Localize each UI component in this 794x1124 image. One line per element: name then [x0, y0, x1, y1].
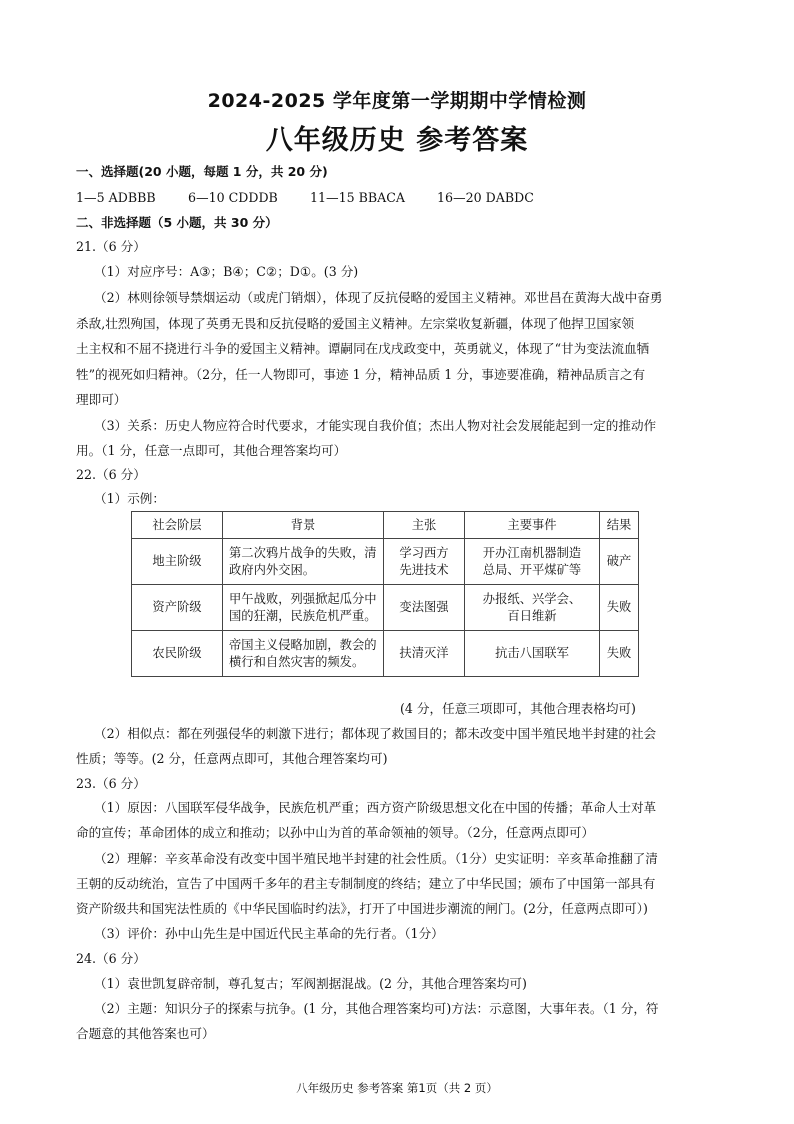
section1-heading: 一、选择题(20 小题，每题 1 分，共 20 分) — [76, 164, 328, 179]
background-line: 帝国主义侵略加剧，教会的 — [229, 637, 377, 652]
q23-number: 23.（6 分） — [76, 776, 146, 791]
q21-part2-line1: （2）林则徐领导禁烟运动（或虎门销烟），体现了反抗侵略的爱国主义精神。邓世昌在黄海大战中奋勇 — [94, 290, 663, 305]
q23-part1-line1: （1）原因：八国联军侵华战争，民族危机严重；西方资产阶级思想文化在中国的传播；革命人士对革 — [94, 800, 657, 815]
q21-number: 21.（6 分） — [76, 239, 146, 254]
q21-part1: （1）对应序号：A③；B④；C②；D①。(3 分) — [94, 264, 359, 279]
social-class-table — [131, 511, 639, 677]
table-cell-event — [465, 585, 600, 631]
table-header-row — [132, 512, 639, 539]
background-line: 横行和自然灾害的频发。 — [229, 654, 365, 669]
mc-answers-1: 1—5 ADBBB — [76, 190, 156, 205]
exam-title: 2024-2025 学年度第一学期期中学情检测 — [207, 90, 587, 112]
table-header: 背景 — [223, 512, 384, 539]
q23-part3: （3）评价：孙中山先生是中国近代民主革命的先行者。（1分） — [94, 926, 444, 941]
table-row — [132, 585, 639, 631]
table-cell-background — [223, 631, 384, 677]
table-row — [132, 631, 639, 677]
q23-part2-line3: 资产阶级共和国宪法性质的《中华民国临时约法》，打开了中国进步潮流的闸门。(2分，任意两点即可）) — [76, 901, 648, 916]
background-line: 第二次鸦片战争的失败，清 — [229, 545, 377, 560]
table-cell-event — [465, 539, 600, 585]
q23-part1-line2: 命的宣传；革命团体的成立和推动；以孙中山为首的革命领袖的领导。（2分，任意两点即可） — [76, 825, 595, 840]
event-line: 办报纸、兴学会、 — [482, 591, 582, 606]
table-cell-claim — [384, 539, 465, 585]
background-line: 政府内外交困。 — [229, 562, 316, 577]
q21-part3-line2: 用。（1 分，任意一点即可，其他合理答案均可） — [76, 443, 347, 458]
event-line: 开办江南机器制造 — [482, 545, 582, 560]
event-line: 总局、开平煤矿等 — [482, 562, 582, 577]
table-header: 结果 — [600, 512, 639, 539]
q24-part1: （1）袁世凯复辟帝制，尊孔复古；军阀割据混战。(2 分，其他合理答案均可) — [94, 976, 527, 991]
q21-part2-line4: 牲”的视死如归精神。（2分，任一人物即可，事迹 1 分，精神品质 1 分，事迹要准确，精神品质言之有 — [76, 367, 646, 382]
mc-answers-2: 6—10 CDDDB — [188, 190, 278, 205]
q24-number: 24.（6 分） — [76, 951, 146, 966]
background-line: 国的狂潮，民族危机严重。 — [229, 608, 377, 623]
exam-subtitle: 八年级历史 参考答案 — [265, 125, 529, 156]
table-cell-result: 失败 — [600, 631, 639, 677]
table-header: 主要事件 — [465, 512, 600, 539]
q22-part1: （1）示例： — [94, 491, 165, 506]
q22-number: 22.（6 分） — [76, 467, 146, 482]
q24-part2-line1: （2）主题：知识分子的探索与抗争。(1 分，其他合理答案均可)方法：示意图，大事年表。（1 分，符 — [94, 1001, 659, 1016]
table-cell-class: 资产阶级 — [132, 585, 223, 631]
q22-part2-line2: 性质；等等。(2 分，任意两点即可，其他合理答案均可) — [76, 751, 388, 766]
claim-line: 先进技术 — [399, 562, 449, 577]
q21-part2-line2: 杀敌,壮烈殉国，体现了英勇无畏和反抗侵略的爱国主义精神。左宗棠收复新疆，体现了他捍卫国家领 — [76, 316, 635, 331]
table-cell-class: 地主阶级 — [132, 539, 223, 585]
table-cell-background — [223, 585, 384, 631]
section2-heading: 二、非选择题（5 小题，共 30 分） — [76, 215, 278, 230]
table-cell-result: 失败 — [600, 585, 639, 631]
table-cell-result: 破产 — [600, 539, 639, 585]
q21-part3-line1: （3）关系：历史人物应符合时代要求，才能实现自我价值；杰出人物对社会发展能起到一定的推动作 — [94, 418, 657, 433]
table-cell-claim: 扶清灭洋 — [384, 631, 465, 677]
mc-answers-3: 11—15 BBACA — [310, 190, 405, 205]
q22-part2-line1: （2）相似点：都在列强侵华的刺激下进行；都体现了救国目的；都未改变中国半殖民地半封建的社会 — [94, 726, 657, 741]
q21-part2-line5: 理即可） — [76, 392, 127, 407]
mc-answers-4: 16—20 DABDC — [437, 190, 534, 205]
background-line: 甲午战败，列强掀起瓜分中 — [229, 591, 377, 606]
q24-part2-line2: 合题意的其他答案也可） — [76, 1026, 215, 1041]
table-header: 主张 — [384, 512, 465, 539]
table-header: 社会阶层 — [132, 512, 223, 539]
event-line: 百日维新 — [507, 608, 557, 623]
q21-part2-line3: 土主权和不屈不挠进行斗争的爱国主义精神。谭嗣同在戊戌政变中，英勇就义，体现了“甘为变法流血牺 — [76, 341, 650, 356]
q23-part2-line1: （2）理解：辛亥革命没有改变中国半殖民地半封建的社会性质。（1分）史实证明：辛亥革命推翻了清 — [94, 851, 658, 866]
table-cell-class: 农民阶级 — [132, 631, 223, 677]
q23-part2-line2: 王朝的反动统治，宣告了中国两千多年的君主专制制度的终结；建立了中华民国；颁布了中国第一部具有 — [76, 876, 656, 891]
table-cell-background — [223, 539, 384, 585]
claim-line: 学习西方 — [399, 545, 449, 560]
page-footer: 八年级历史 参考答案 第1页（共 2 页） — [296, 1081, 498, 1095]
table-cell-claim: 变法图强 — [384, 585, 465, 631]
table-scoring-note: (4 分，任意三项即可，其他合理表格均可) — [400, 701, 636, 716]
table-cell-event: 抗击八国联军 — [465, 631, 600, 677]
table-row — [132, 539, 639, 585]
